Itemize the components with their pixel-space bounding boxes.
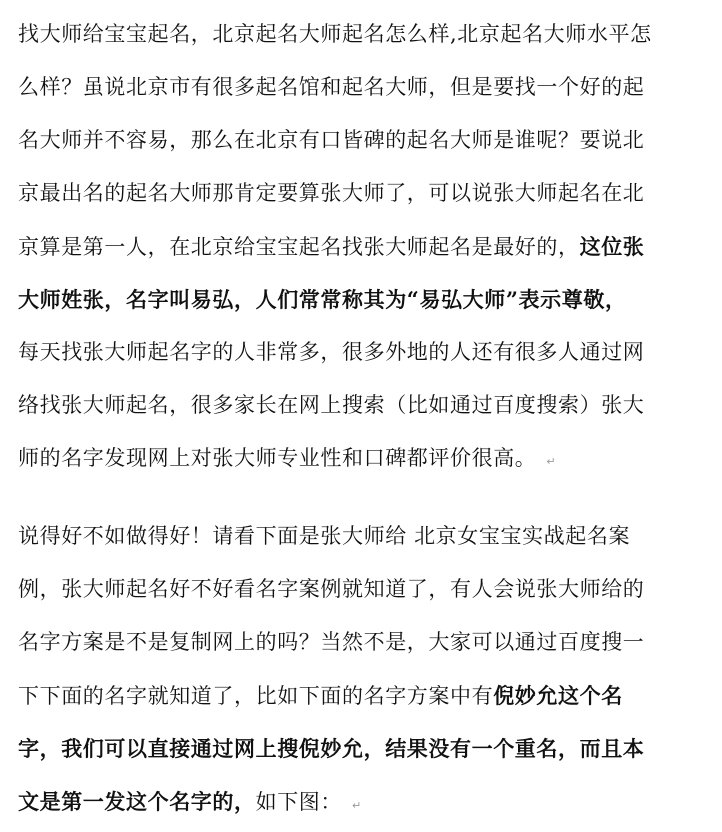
paragraph-mark-icon: ↵ (546, 455, 557, 468)
text-line (18, 273, 708, 326)
text-run: 说得好不如做得好！请看下面是张大师给 北京女宝宝实战起名案 (18, 524, 631, 548)
bold-text-run: 大师姓张，名字叫易弘，人们常常称其为“易弘大师”表示尊敬， (18, 287, 627, 312)
text-run: 名大师并不容易，那么在北京有口皆碑的起名大师是谁呢？要说北 (18, 128, 645, 152)
text-run: 么样？虽说北京市有很多起名馆和起名大师，但是要找一个好的起 (18, 75, 645, 99)
text-run: 例，张大师起名好不好看名字案例就知道了，有人会说张大师给的 (18, 577, 645, 601)
paragraph-spacing (18, 485, 708, 510)
text-line (18, 510, 708, 563)
text-line (18, 61, 708, 114)
text-run: 名字方案是不是复制网上的吗？当然不是，大家可以通过百度搜一 (18, 630, 645, 654)
text-line (18, 616, 708, 669)
text-run: 络找张大师起名，很多家长在网上搜索（比如通过百度搜索）张大 (18, 393, 645, 417)
text-line (18, 8, 708, 61)
text-line (18, 722, 708, 775)
text-run: 师的名字发现网上对张大师专业性和口碑都评价很高。 (18, 446, 537, 470)
text-line (18, 775, 708, 828)
text-line (18, 379, 708, 432)
text-line (18, 669, 708, 722)
text-line (18, 326, 708, 379)
paragraph-example (18, 510, 708, 828)
paragraph-mark-icon: ↵ (352, 799, 362, 812)
text-run: 找大师给宝宝起名，北京起名大师起名怎么样,北京起名大师水平怎 (18, 22, 652, 46)
text-run: 每天找张大师起名字的人非常多，很多外地的人还有很多人通过网 (18, 340, 645, 364)
text-run: 如下图： (255, 790, 343, 814)
text-line (18, 563, 708, 616)
text-run: 下下面的名字就知道了，比如下面的名字方案中有 (18, 684, 494, 708)
paragraph-intro (18, 8, 708, 485)
text-run: 京最出名的起名大师那肯定要算张大师了，可以说张大师起名在北 (18, 181, 645, 205)
bold-text-run: 文是第一发这个名字的， (18, 789, 256, 814)
text-line (18, 167, 708, 220)
bold-text-run: 这位张 (579, 234, 645, 259)
document-page (18, 8, 708, 828)
bold-text-run: 倪妙允这个名 (493, 683, 623, 708)
text-line (18, 432, 708, 485)
text-run: 京算是第一人，在北京给宝宝起名找张大师起名是最好的， (18, 235, 580, 259)
bold-text-run: 字，我们可以直接通过网上搜倪妙允，结果没有一个重名，而且本 (18, 736, 645, 761)
text-line (18, 220, 708, 273)
text-line (18, 114, 708, 167)
